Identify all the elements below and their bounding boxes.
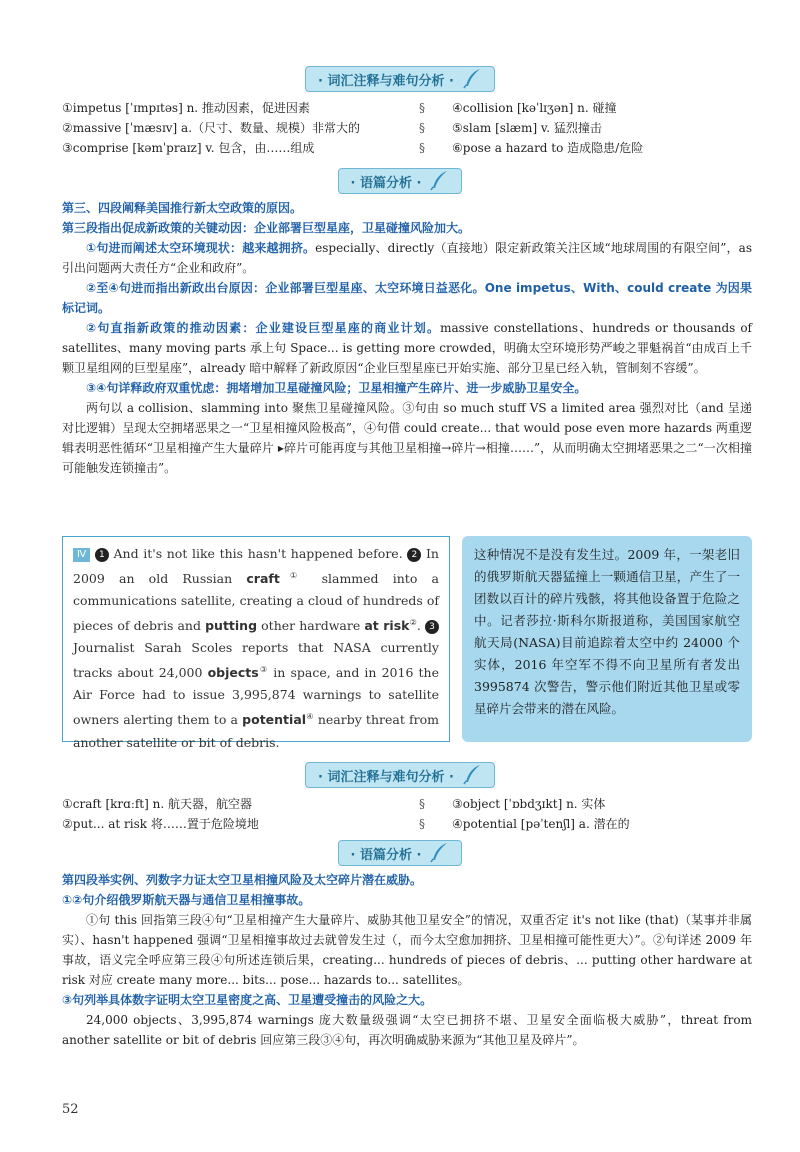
sentence-number: 1 <box>95 548 109 562</box>
analysis-section-header-2 <box>0 840 800 868</box>
quill-icon <box>462 68 482 90</box>
quill-icon <box>429 170 449 192</box>
vocab-list-1 <box>62 98 752 158</box>
analysis-badge: · 语篇分析 · <box>338 840 463 866</box>
paragraph-tag: Ⅳ <box>73 548 90 562</box>
sentence-number: 2 <box>407 548 421 562</box>
quill-icon <box>462 764 482 786</box>
vocab-row: ①impetus [ˈɪmpɪtəs] n. 推动因素，促进因素 § ④collision [kəˈlɪʒən] n. 碰撞 <box>62 98 752 118</box>
vocab-row: ②put... at risk 将……置于危险境地 § ④potential [pəˈtenʃl] a. 潜在的 <box>62 814 752 834</box>
page-number: 52 <box>62 1102 79 1117</box>
vocab-row: ①craft [krɑːft] n. 航天器，航空器 § ③object [ˈɒbdʒɪkt] n. 实体 <box>62 794 752 814</box>
vocab-section-header <box>0 66 800 94</box>
divider-squiggle: § <box>419 121 425 135</box>
vocab-row: ③comprise [kəmˈpraɪz] v. 包含，由……组成 § ⑥pose a hazard to 造成隐患/危险 <box>62 138 752 158</box>
translation-box: 这种情况不是没有发生过。2009 年，一架老旧的俄罗斯航天器猛撞上一颗通信卫星，产生了一团数以百计的碎片残骸，将其他设备置于危险之中。记者莎拉·斯科尔斯报道称，美国国家航空航天局(NASA)目前追踪着太空中约 24000 个实体，2016 年空军不得不向卫星所有者发出 3995874 次警告，警示他们附近其他卫星或零星碎片会带来的潜在风险。 <box>462 536 752 742</box>
analysis-section-header <box>0 168 800 196</box>
analysis-badge: · 语篇分析 · <box>338 168 463 194</box>
vocab-section-header-2 <box>0 762 800 790</box>
sentence-number: 3 <box>425 620 439 634</box>
passage-paragraph: Ⅳ 1 And it's not like this hasn't happened before. 2 In 2009 an old Russian craft① slammed into a communications satellite, creating a cloud of hundreds of pieces of debris and putting other hardware at risk②. 3 Journalist Sarah Scoles reports that NASA currently tracks about 24,000 objects③ in space, and in 2016 the Air Force had to issue 3,995,874 warnings to satellite owners alerting them to a potential④ nearby threat from another satellite or bit of debris. <box>62 536 450 742</box>
vocab-row: ②massive [ˈmæsɪv] a.（尺寸、数量、规模）非常大的 § ⑤slam [slæm] v. 猛烈撞击 <box>62 118 752 138</box>
quill-icon <box>429 842 449 864</box>
divider-squiggle: § <box>419 101 425 115</box>
vocab-list-2 <box>62 794 752 834</box>
divider-squiggle: § <box>419 141 425 155</box>
analysis-block-2: 第四段举实例、列数字力证太空卫星相撞风险及太空碎片潜在威胁。 ①②句介绍俄罗斯航天器与通信卫星相撞事故。 ①句 this 回指第三段④句“卫星相撞产生大量碎片、威胁其他卫星安全”的情况，双重否定 it's not like (that)（某事并非属实）、hasn't happened 强调“卫星相撞事故过去就曾发生过（，而今太空愈加拥挤、卫星相撞可能性更大）”。②句详述 2009 年事故，语义完全呼应第三段④句所述连锁后果，creating... hundreds of pieces of debris、... putting other hardware at risk 对应 create many more... bits... pose... hazards to... satellites。 ③句列举具体数字证明太空卫星密度之高、卫星遭受撞击的风险之大。 24,000 objects、3,995,874 warnings 庞大数量级强调“太空已拥挤不堪、卫星安全面临极大威胁”，threat from another satellite or bit of debris 回应第三段③④句，再次明确威胁来源为“其他卫星及碎片”。 <box>62 873 752 1047</box>
divider-squiggle: § <box>419 797 425 811</box>
analysis-block-1: 第三、四段阐释美国推行新太空政策的原因。 第三段指出促成新政策的关键动因：企业部署巨型星座，卫星碰撞风险加大。 ①句进而阐述太空环境现状：越来越拥挤。especially、directly（直接地）限定新政策关注区域“地球周围的有限空间”，as 引出问题两大责任方“企业和政府”。 ②至④句进而指出新政出台原因：企业部署巨型星座、太空环境日益恶化。One impetus、With、could create 为因果标记词。 ②句直指新政策的推动因素：企业建设巨型星座的商业计划。massive constellations、hundreds or thousands of satellites、many moving parts 承上句 Space... is getting more crowded，明确太空环境形势严峻之罪魁祸首“由成百上千颗卫星组网的巨型星座”，already 暗中解释了新政原因“企业巨型星座已开始实施、部分卫星已经入轨，管制刻不容缓”。 ③④句详释政府双重忧虑：拥堵增加卫星碰撞风险；卫星相撞产生碎片、进一步威胁卫星安全。 两句以 a collision、slamming into 聚焦卫星碰撞风险。③句由 so much stuff VS a limited area 强烈对比（and 呈递对比逻辑）呈现太空拥堵恶果之一“卫星相撞风险极高”，④句借 could create... that would pose even more hazards 两重逻辑表明恶性循环“卫星相撞产生大量碎片 ▸碎片可能再度与其他卫星相撞→碎片→相撞……”，从而明确太空拥堵恶果之二“一次相撞可能触发连锁撞击”。 <box>62 201 752 475</box>
divider-squiggle: § <box>419 817 425 831</box>
vocab-badge: · 词汇注释与难句分析 · <box>305 66 495 92</box>
vocab-badge: · 词汇注释与难句分析 · <box>305 762 495 788</box>
